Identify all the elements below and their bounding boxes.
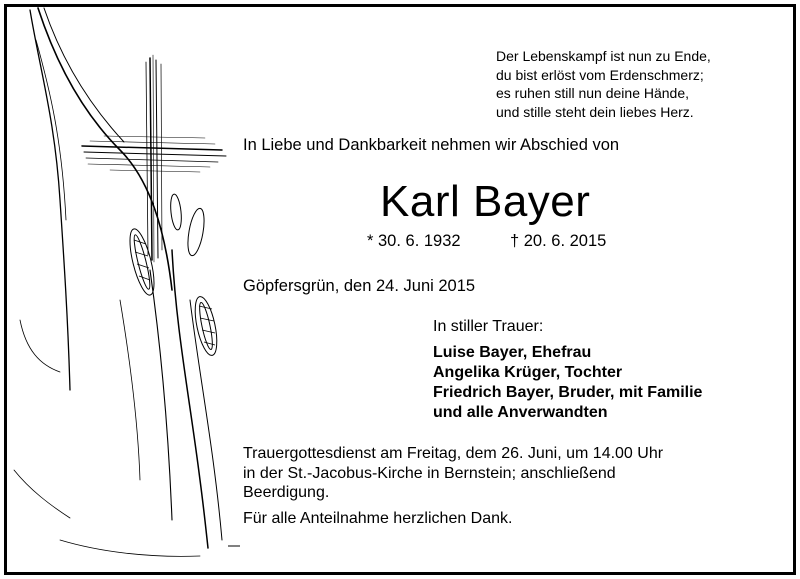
mourner: Angelika Krüger, Tochter (433, 364, 623, 381)
poem-line: Der Lebenskampf ist nun zu Ende, (496, 48, 711, 64)
mourner: Luise Bayer, Ehefrau (433, 344, 592, 361)
service-line: in der St.-Jacobus-Kirche in Bernstein; anschließend (243, 464, 616, 482)
poem (496, 47, 786, 121)
mourner: Friedrich Bayer, Bruder, mit Familie (433, 384, 703, 401)
cross-with-wheat-icon (0, 0, 240, 579)
mourning-label: In stiller Trauer: (433, 318, 544, 335)
deceased-name: Karl Bayer (380, 177, 591, 226)
mourner: und alle Anverwandten (433, 404, 608, 421)
poem-line: du bist erlöst vom Erdenschmerz; (496, 66, 704, 83)
poem-line: und stille steht dein liebes Herz. (496, 103, 694, 120)
place-date: Göpfersgrün, den 24. Juni 2015 (243, 277, 476, 295)
mourners-list (433, 343, 702, 423)
service-line: Trauergottesdienst am Freitag, dem 26. Juni, um 14.00 Uhr (243, 445, 664, 462)
poem-line: es ruhen still nun deine Hände, (496, 85, 690, 101)
thanks-text: Für alle Anteilnahme herzlichen Dank. (243, 510, 513, 527)
death-date: † 20. 6. 2015 (510, 232, 607, 250)
birth-date: * 30. 6. 1932 (367, 232, 461, 250)
service-line: Beerdigung. (243, 484, 330, 501)
intro-text: In Liebe und Dankbarkeit nehmen wir Abschied von (243, 136, 620, 154)
service-info (243, 444, 663, 503)
